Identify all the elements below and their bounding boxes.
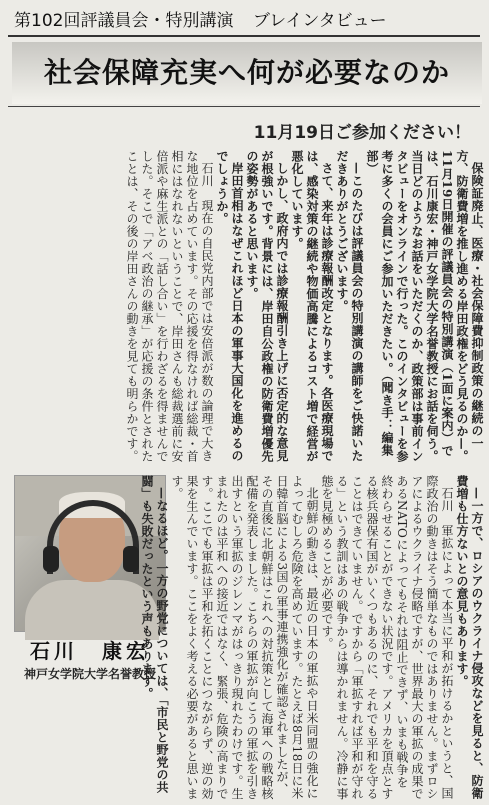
lower-text-block — [140, 475, 484, 800]
speaker-affiliation: 神戸女学院大学名誉教授 — [23, 667, 156, 681]
upper-text-block — [6, 150, 484, 465]
question-paragraph: —一方で、ロシアのウクライナ侵攻などを見ると、防衛費増も仕方ないとの意見もあります。 — [455, 475, 484, 800]
question-paragraph: —このたびは評議員会の特別講演の講師をご快諾いただきありがとうございます。 — [335, 150, 364, 462]
headline: 社会保障充実へ何が必要なのか — [12, 42, 482, 104]
article-body — [6, 150, 484, 800]
article-header — [14, 6, 481, 34]
lower-column — [140, 475, 484, 800]
earphone-right-icon — [123, 546, 139, 572]
body-paragraph: 岸田首相はなぜこれほど日本の軍事大国化を進めるのでしょうか。 — [215, 150, 244, 462]
body-paragraph: さて、来年は診療報酬改定となります。各医療現場では、感染対策の継続や物価高騰によるコスト増で経営が悪化しています。 — [290, 150, 334, 463]
lead-paragraph: 保険証廃止、医療・社会保障費抑制政策の継続の一方、防衛費増を推し進める岸田政権をどう見るのか—。11月19日開催の評議員会の特別講演（1面に案内）では、石川康宏・神戸女学院大学名誉教授にお話を伺う。当日どのようなお話をいただくのか、政策部は事前インタビューをオンラインで行った。このインタビューを参考に多くの会員にご参加いただきたい。（聞き手：編集部） — [365, 150, 484, 463]
body-paragraph: しかし、政府内では診療報酬引き上げに否定的な意見が根強いです。背景には、岸田自公政権の防衛費増優先の姿勢があると思います。 — [245, 150, 289, 463]
headline-divider — [8, 106, 480, 107]
earphone-left-icon — [43, 546, 59, 572]
event-label: 第102回評議員会・特別講演 — [14, 11, 234, 31]
answer-paragraph: 石川 軍拡によって本当に平和が拓けるかというと、国際政治の動きはそう簡単なものではありません。まずロシアによるウクライナ侵略ですが、世界最大の軍拡の成果であるNATOによってもそれは阻止できず、いまも戦争を終わらせることができない状況です。アメリカを頂点とする核兵器保有国がいくつもあるのに、それでも平和を守ることはできていません。ですから「軍拡すれば平和が守れる」という教訓はあの戦争からは導かれません。冷静に事態を見極めることが必要です。 — [320, 475, 454, 800]
subheadline: 11月19日ご参加ください！ — [253, 123, 471, 143]
series-label: ブレインタビュー — [252, 11, 387, 31]
speaker-name: 石川 康宏 — [30, 639, 150, 663]
upper-column — [6, 150, 484, 465]
top-divider — [8, 35, 480, 37]
question-paragraph: —なるほど。一方の野党については、「市民と野党の共闘」も失敗だったという声もあります。 — [140, 475, 169, 794]
answer-paragraph: 石川 現在の自民党内部では安倍派が数の論理で大きな地位を占めています。その応援を得なければ総裁・首相にはなれないということで、岸田さんも総裁選前に安倍派や麻生派との「話し合い」を行わざるを得ませんでした。そこで「アベ政治の継承」が応援の条件とされたことは、その後の岸田さんの動きを見ても明らかです。 — [125, 150, 214, 463]
answer-paragraph: 北朝鮮の動きは、最近の日本の軍拡や日米同盟の強化によってむしろ危険を高めています。たとえば8月18日に米日韓首脳による3国の軍事連携強化が確認されましたが、その直後に北朝鮮はこれへの対抗策として海軍への戦略核配備を発表しました。こちらの軍拡が向こうの軍拡を引き出すという軍拡のジレンマがはっきり現れたわけです。生まれたのは平和への接近ではなく、緊張、危険の高まりです。ここでも軍拡は平和を拓くことにつながらず、逆の効果を生んでいます。ここをよく考える必要があると思います。 — [170, 475, 319, 800]
